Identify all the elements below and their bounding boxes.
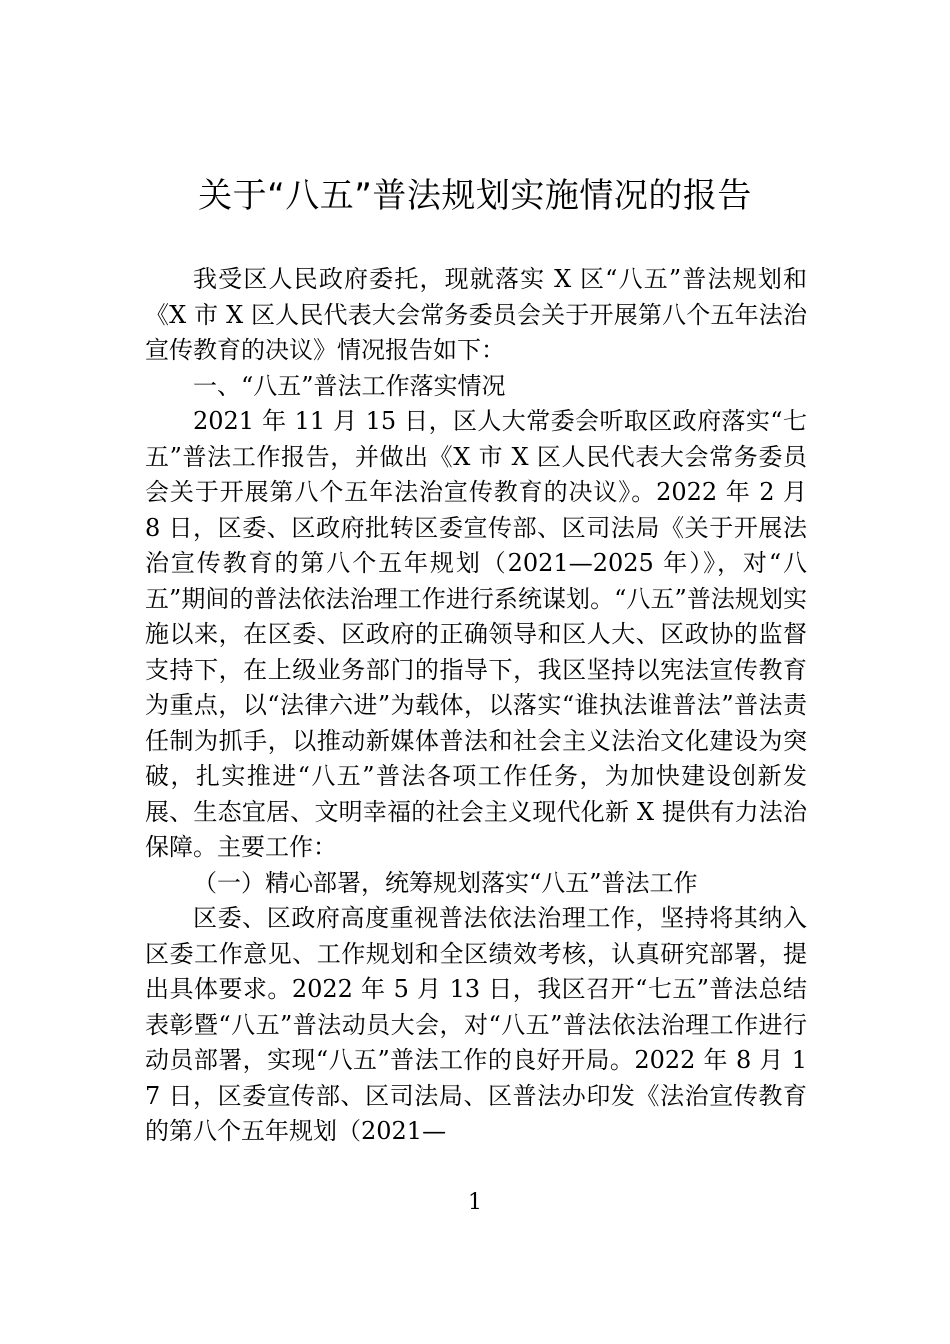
subsection-heading-1: （一）精心部署，统筹规划落实“八五”普法工作 [193,868,698,897]
document-body [145,262,807,1150]
page-number: 1 [468,1190,482,1215]
intro-paragraph: 我受区人民政府委托，现就落实 X 区“八五”普法规划和《X 市 X 区人民代表大会常务委员会关于开展第八个五年法治宣传教育的决议》情况报告如下： [145,265,807,364]
body-paragraph: 区委、区政府高度重视普法依法治理工作，坚持将其纳入区委工作意见、工作规划和全区绩效考核，认真研究部署，提出具体要求。2022 年 5 月 13 日，我区召开“七五”普法总结表彰暨“八五”普法动员大会，对“八五”普法依法治理工作进行动员部署，实现“八五”普法工作的良好开局。2022 年 8 月 17 日，区委宣传部、区司法局、区普法办印发《法治宣传教育的第八个五年规划（2021— [145,904,807,1145]
section-heading-1: 一、“八五”普法工作落实情况 [193,371,506,400]
body-paragraph: 2021 年 11 月 15 日，区人大常委会听取区政府落实“七五”普法工作报告，并做出《X 市 X 区人民代表大会常务委员会关于开展第八个五年法治宣传教育的决议》。2022 年 2 月 8 日，区委、区政府批转区委宣传部、区司法局《关于开展法治宣传教育的第八个五年规划（2021—2025 年）》，对“八五”期间的普法依法治理工作进行系统谋划。“八五”普法规划实施以来，在区委、区政府的正确领导和区人大、区政协的监督支持下，在上级业务部门的指导下，我区坚持以宪法宣传教育为重点，以“法律六进”为载体，以落实“谁执法谁普法”普法责任制为抓手，以推动新媒体普法和社会主义法治文化建设为突破，扎实推进“八五”普法各项工作任务，为加快建设创新发展、生态宜居、文明幸福的社会主义现代化新 X 提供有力法治保障。主要工作： [145,407,807,861]
document-title: 关于“八五”普法规划实施情况的报告 [198,176,752,216]
